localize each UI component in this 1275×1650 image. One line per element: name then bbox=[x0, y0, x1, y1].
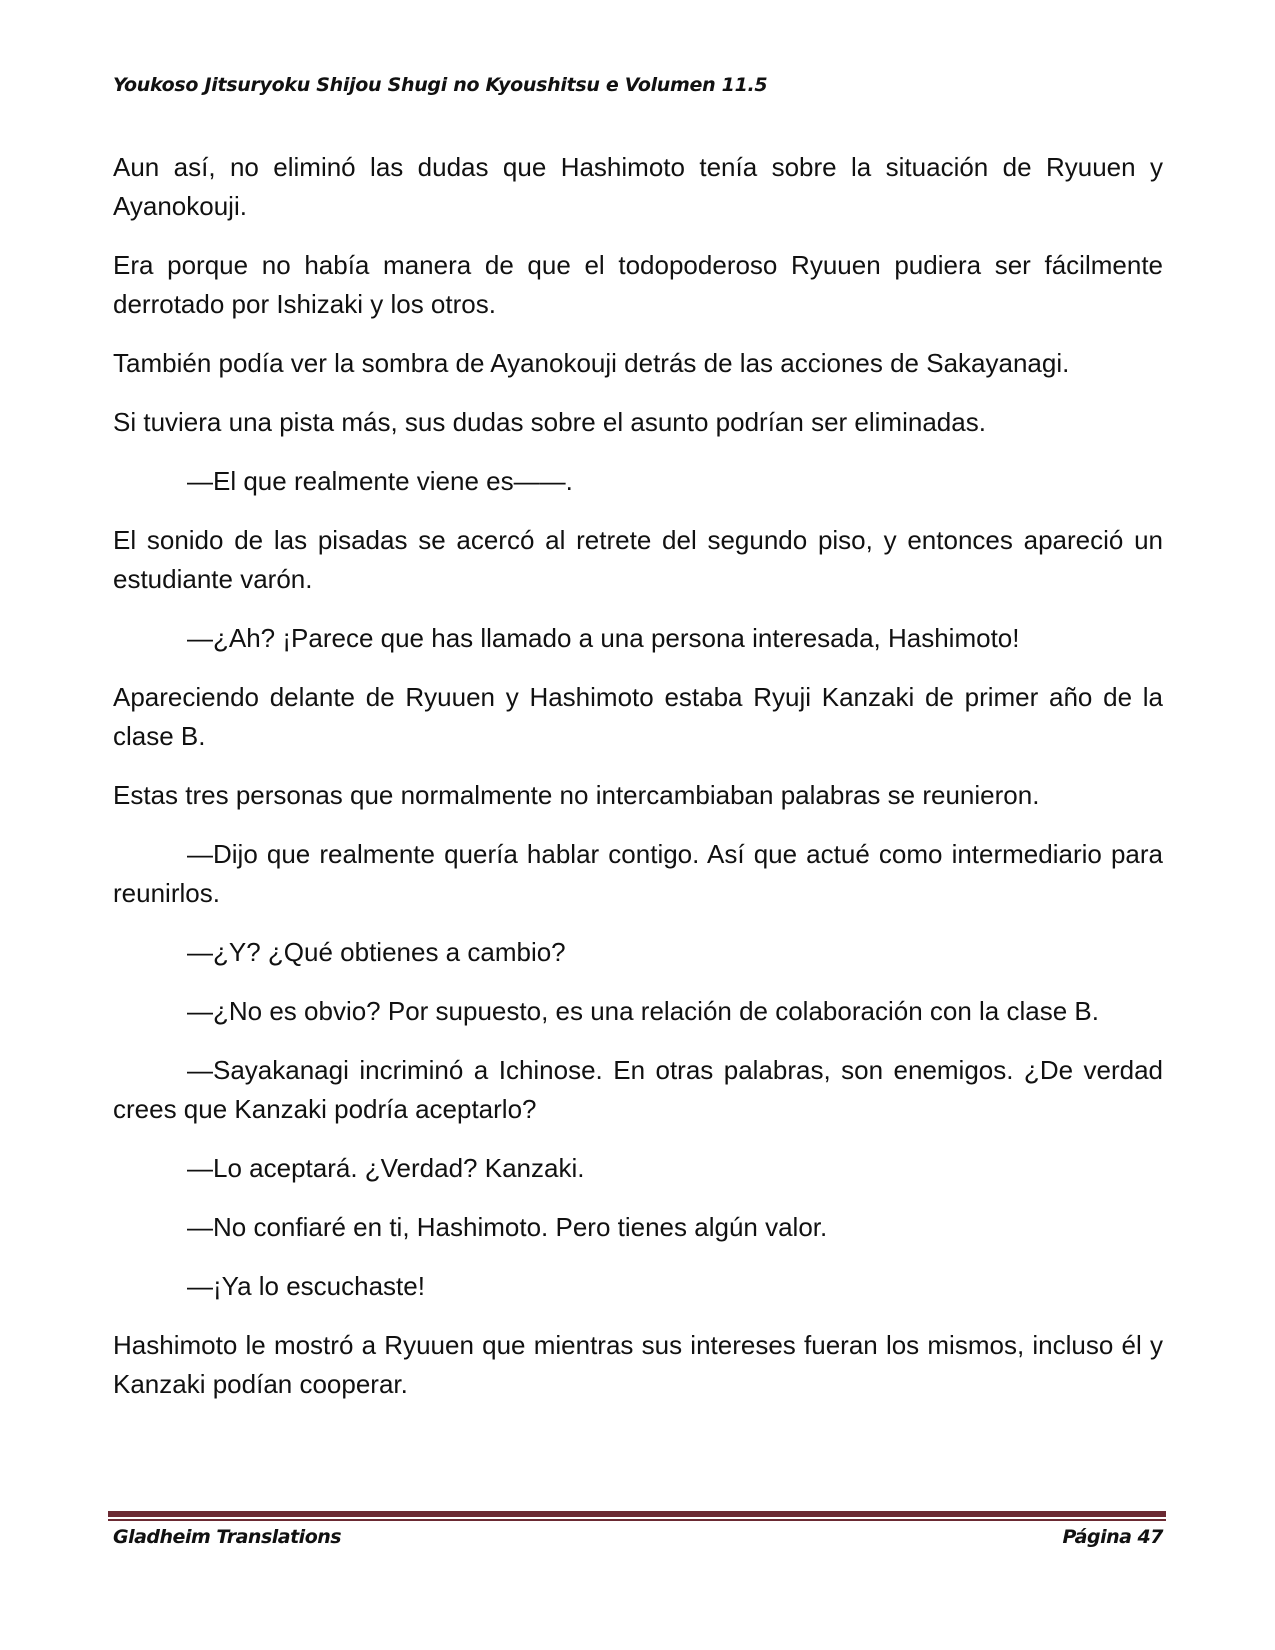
footer-page-number: Página 47 bbox=[1062, 1526, 1163, 1548]
page-body bbox=[113, 148, 1163, 1424]
dialogue-paragraph: —Lo aceptará. ¿Verdad? Kanzaki. bbox=[187, 1153, 585, 1183]
footer-translator: Gladheim Translations bbox=[113, 1526, 342, 1548]
running-header: Youkoso Jitsuryoku Shijou Shugi no Kyoushitsu e Volumen 11.5 bbox=[113, 74, 768, 96]
dialogue-paragraph: —No confiaré en ti, Hashimoto. Pero tienes algún valor. bbox=[187, 1212, 828, 1242]
narrative-paragraph: Hashimoto le mostró a Ryuuen que mientras sus intereses fueran los mismos, incluso él y Kanzaki podían cooperar. bbox=[113, 1330, 1163, 1399]
footer-rule-thin bbox=[108, 1519, 1166, 1521]
dialogue-paragraph: —El que realmente viene es——. bbox=[187, 466, 573, 496]
dialogue-paragraph: —¿No es obvio? Por supuesto, es una relación de colaboración con la clase B. bbox=[187, 996, 1099, 1026]
narrative-paragraph: Aun así, no eliminó las dudas que Hashimoto tenía sobre la situación de Ryuuen y Ayanokouji. bbox=[113, 152, 1163, 221]
dialogue-paragraph: —Sayakanagi incriminó a Ichinose. En otras palabras, son enemigos. ¿De verdad crees que Kanzaki podría aceptarlo? bbox=[113, 1055, 1163, 1124]
dialogue-paragraph: —¿Y? ¿Qué obtienes a cambio? bbox=[187, 937, 566, 967]
narrative-paragraph: Era porque no había manera de que el todopoderoso Ryuuen pudiera ser fácilmente derrotado por Ishizaki y los otros. bbox=[113, 250, 1163, 319]
footer-rule-thick bbox=[108, 1511, 1166, 1517]
dialogue-paragraph: —¿Ah? ¡Parece que has llamado a una persona interesada, Hashimoto! bbox=[187, 623, 1020, 653]
dialogue-paragraph: —Dijo que realmente quería hablar contigo. Así que actué como intermediario para reunirlos. bbox=[113, 839, 1163, 908]
dialogue-paragraph: —¡Ya lo escuchaste! bbox=[187, 1271, 425, 1301]
narrative-paragraph: Estas tres personas que normalmente no intercambiaban palabras se reunieron. bbox=[113, 780, 1040, 810]
narrative-paragraph: También podía ver la sombra de Ayanokouji detrás de las acciones de Sakayanagi. bbox=[113, 348, 1070, 378]
narrative-paragraph: Si tuviera una pista más, sus dudas sobre el asunto podrían ser eliminadas. bbox=[113, 407, 986, 437]
narrative-paragraph: El sonido de las pisadas se acercó al retrete del segundo piso, y entonces apareció un estudiante varón. bbox=[113, 525, 1163, 594]
narrative-paragraph: Apareciendo delante de Ryuuen y Hashimoto estaba Ryuji Kanzaki de primer año de la clase B. bbox=[113, 682, 1163, 751]
